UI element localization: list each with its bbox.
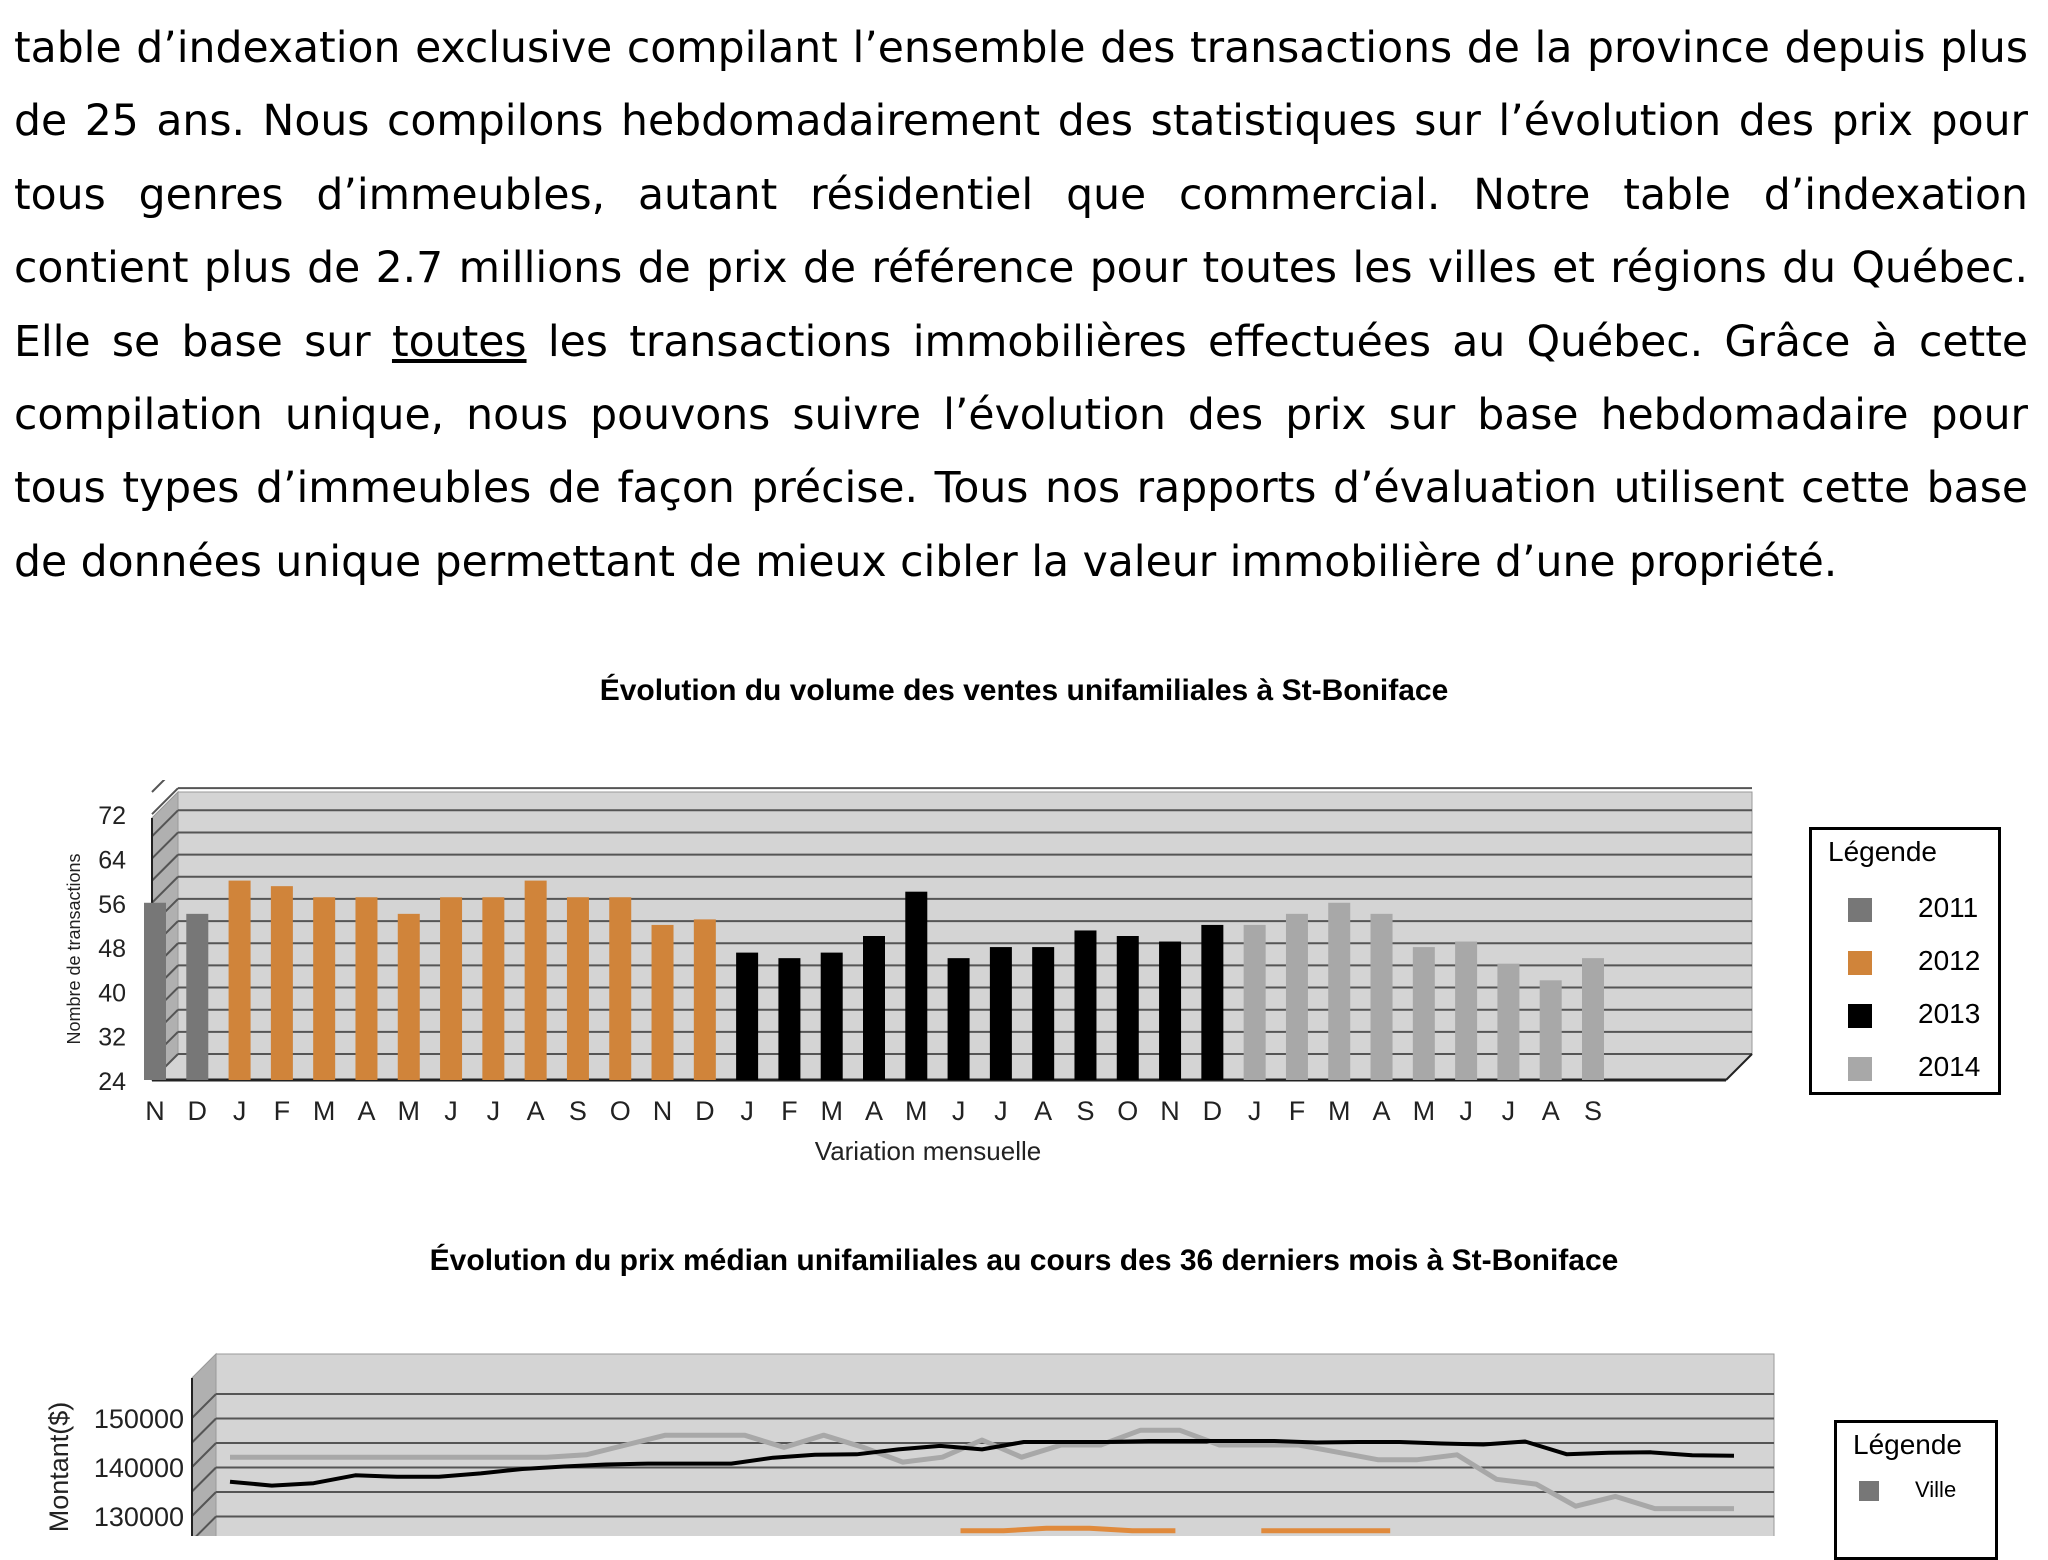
bar-2014 <box>1244 925 1266 1080</box>
y-tick-label: 24 <box>98 1068 126 1096</box>
y-tick-label: 56 <box>98 890 126 919</box>
x-tick-label: J <box>1459 1096 1473 1126</box>
bar-2012 <box>440 897 462 1080</box>
intro-paragraph <box>14 12 2028 599</box>
x-tick-label: M <box>1327 1096 1351 1126</box>
x-tick-label: O <box>1117 1096 1139 1126</box>
bar-2013 <box>990 947 1012 1080</box>
y-tick-label: 32 <box>98 1023 126 1052</box>
x-tick-label: F <box>1288 1096 1306 1126</box>
line-chart <box>0 1340 2048 1536</box>
x-tick-label: A <box>1034 1096 1053 1126</box>
x-tick-label: J <box>951 1096 966 1126</box>
bar-2012 <box>229 881 251 1080</box>
bar-2013 <box>905 892 927 1080</box>
bar-2012 <box>313 897 335 1080</box>
legend-swatch <box>1848 951 1872 975</box>
bar-2012 <box>271 886 293 1080</box>
x-tick-label: N <box>652 1096 673 1126</box>
x-tick-label: A <box>864 1096 884 1126</box>
x-tick-label: A <box>1372 1096 1391 1126</box>
plot-side-wall <box>192 1354 216 1536</box>
bar-2013 <box>778 958 800 1080</box>
paragraph-part-1: table d’indexation exclusive compilant l’ensemble des transactions de la province depuis plus de 25 ans. Nous compilons hebdomadairement des statistiques sur l’évolution des prix pour tous genres d’immeubles, autant résidentiel que commercial. Notre table d’indexation contient plus de 2.7 millions de prix de référence pour toutes les villes et régions du Québec. Elle se base sur <box>14 24 2028 367</box>
bar-chart-legend <box>1809 827 2001 1095</box>
bar-2012 <box>567 897 589 1080</box>
x-tick-label: D <box>1202 1096 1223 1126</box>
x-tick-label: S <box>568 1096 587 1126</box>
bar-2013 <box>1074 930 1096 1080</box>
y-tick-label: 48 <box>98 935 126 964</box>
line-legend-title: Légende <box>1853 1429 1963 1460</box>
y-axis-label: Montant($) <box>44 1401 74 1533</box>
legend-label: 2014 <box>1918 1051 1981 1082</box>
x-axis-label: Variation mensuelle <box>814 1136 1042 1166</box>
x-tick-label: J <box>1501 1096 1516 1126</box>
bar-chart <box>0 780 2048 1180</box>
bar-2014 <box>1286 914 1308 1080</box>
x-tick-label: D <box>695 1096 715 1126</box>
bar-chart-title: Évolution du volume des ventes unifamiliales à St-Boniface <box>599 674 1449 707</box>
x-tick-label: A <box>526 1096 545 1126</box>
x-tick-label: J <box>232 1096 247 1126</box>
x-tick-label: J <box>1247 1096 1262 1126</box>
x-tick-label: N <box>145 1096 165 1126</box>
x-tick-label: J <box>740 1096 754 1126</box>
bar-2014 <box>1413 947 1435 1080</box>
y-tick-label: 64 <box>98 846 126 875</box>
x-tick-label: M <box>820 1096 843 1126</box>
bar-2013 <box>863 936 885 1080</box>
x-tick-label: O <box>609 1096 631 1126</box>
x-tick-label: M <box>397 1096 421 1126</box>
x-tick-label: J <box>486 1096 501 1126</box>
bar-2013 <box>1117 936 1139 1080</box>
bar-2014 <box>1497 964 1519 1080</box>
bar-2012 <box>525 881 547 1080</box>
bar-2013 <box>821 953 843 1080</box>
bar-2014 <box>1328 903 1350 1080</box>
y-axis-label: Nombre de transactions <box>64 853 84 1045</box>
legend-label: 2011 <box>1918 892 1979 923</box>
y-tick-label: 150000 <box>93 1404 184 1434</box>
x-tick-label: M <box>905 1096 928 1126</box>
x-tick-label: S <box>1583 1096 1603 1126</box>
bar-2012 <box>609 897 631 1080</box>
y-tick-label: 130000 <box>93 1502 184 1532</box>
bar-2012 <box>652 925 674 1080</box>
legend-swatch <box>1848 898 1872 922</box>
x-tick-label: J <box>994 1096 1008 1126</box>
legend-swatch <box>1848 1004 1872 1028</box>
bar-2013 <box>736 953 758 1080</box>
paragraph-part-2: les transactions immobilières effectuées au Québec. Grâce à cette compilation unique, nous pouvons suivre l’évolution des prix sur base hebdomadaire pour tous types d’immeubles de façon précise. Tous nos rapports d’évaluation utilisent cette base de données unique permettant de mieux cibler la valeur immobilière d’une propriété. <box>14 317 2029 587</box>
gridline-side <box>152 780 178 792</box>
x-tick-label: A <box>1541 1096 1560 1126</box>
x-tick-label: F <box>273 1096 291 1126</box>
legend-swatch <box>1848 1057 1872 1081</box>
bar-2013 <box>1032 947 1054 1080</box>
line-chart-title: Évolution du prix médian unifamiliales au cours des 36 derniers mois à St-Boniface <box>429 1244 1619 1277</box>
x-tick-label: S <box>1076 1096 1095 1126</box>
legend-swatch <box>1859 1481 1879 1501</box>
x-tick-label: D <box>187 1096 208 1126</box>
bar-2013 <box>1201 925 1223 1080</box>
x-tick-label: M <box>1412 1096 1436 1126</box>
x-tick-label: J <box>444 1096 458 1126</box>
bar-2011 <box>186 914 208 1080</box>
bar-2013 <box>948 958 970 1080</box>
bar-2013 <box>1159 942 1181 1080</box>
bar-2014 <box>1582 958 1604 1080</box>
y-tick-label: 40 <box>98 979 126 1008</box>
bar-2011 <box>144 903 166 1080</box>
bar-2012 <box>482 897 504 1080</box>
bar-2012 <box>398 914 420 1080</box>
line-chart-legend <box>1834 1420 1998 1560</box>
y-tick-label: 72 <box>98 802 126 831</box>
legend-label: 2013 <box>1918 998 1981 1029</box>
bar-2012 <box>694 919 716 1080</box>
x-tick-label: M <box>312 1096 336 1126</box>
bar-legend-title: Légende <box>1828 836 1938 867</box>
paragraph-emphasis: toutes <box>391 317 527 367</box>
x-tick-label: F <box>781 1096 798 1126</box>
legend-label: Ville <box>1915 1477 1957 1502</box>
x-tick-label: N <box>1160 1096 1180 1126</box>
y-tick-label: 140000 <box>93 1453 184 1483</box>
bar-2014 <box>1371 914 1393 1080</box>
x-tick-label: A <box>357 1096 376 1126</box>
legend-label: 2012 <box>1918 945 1981 976</box>
bar-2014 <box>1540 980 1562 1080</box>
line-series-3 <box>961 1528 1391 1530</box>
bar-2014 <box>1455 942 1477 1080</box>
bar-2012 <box>355 897 377 1080</box>
